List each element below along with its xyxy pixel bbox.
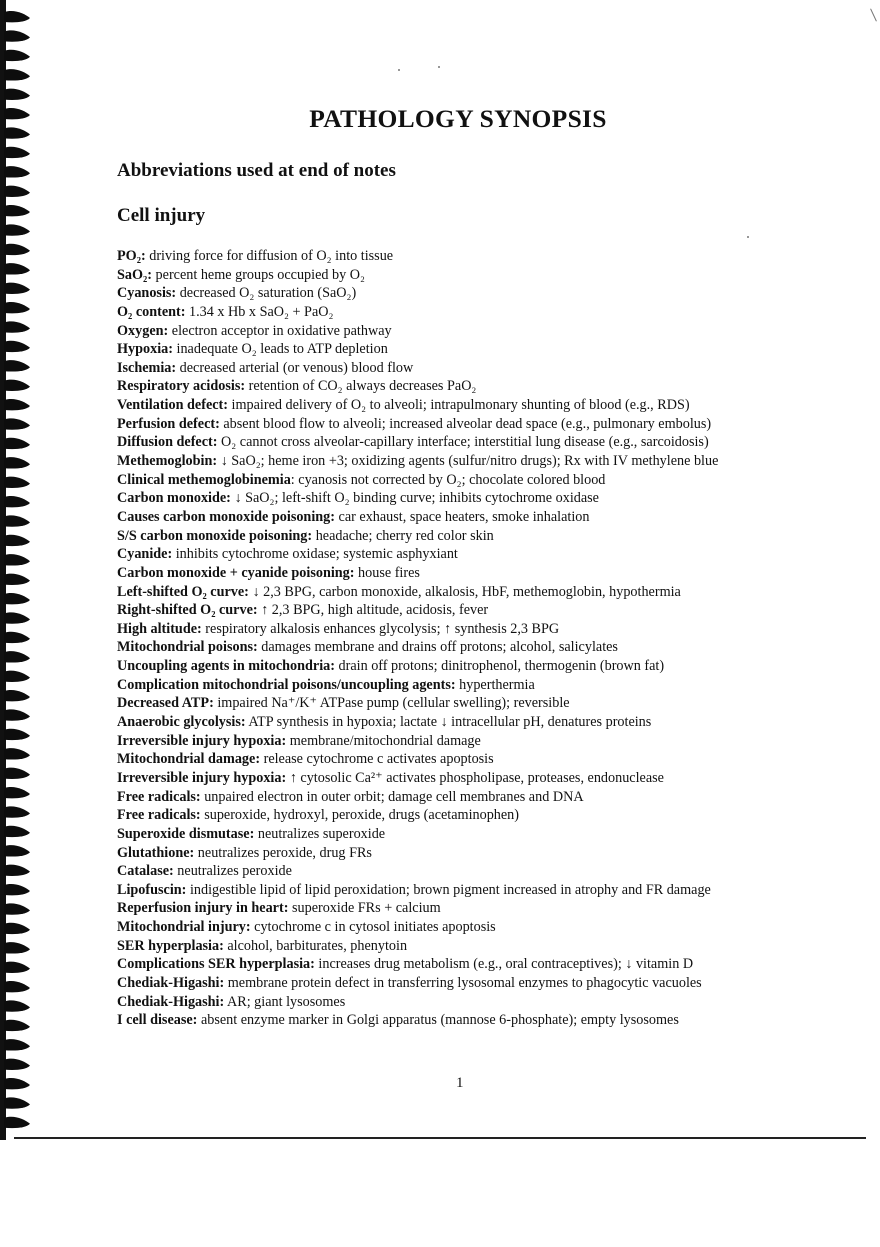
note-term: Catalase:	[117, 863, 174, 880]
note-term: Lipofuscin:	[117, 881, 187, 898]
binding-coil	[4, 671, 30, 682]
note-text: membrane/mitochondrial damage	[286, 732, 481, 749]
note-term: SaO₂:	[117, 266, 152, 283]
note-text: absent blood flow to alveoli; increased alveolar dead space (e.g., pulmonary embolus)	[219, 415, 712, 432]
note-line	[117, 638, 837, 657]
note-text: increases drug metabolism (e.g., oral contraceptives); ↓ vitamin D	[314, 956, 694, 973]
section-heading-abbreviations: Abbreviations used at end of notes	[117, 160, 396, 181]
binding-coil	[4, 147, 30, 158]
note-line	[117, 862, 837, 881]
note-line	[117, 452, 837, 471]
note-term: Clinical methemoglobinemia	[117, 471, 291, 488]
binding-coil	[4, 360, 30, 371]
note-text: impaired Na⁺/K⁺ ATPase pump (cellular swelling); reversible	[213, 695, 570, 712]
binding-coil	[4, 244, 30, 255]
note-line	[117, 508, 837, 527]
note-line	[117, 825, 837, 844]
binding-coil	[4, 1000, 30, 1011]
binding-coil	[4, 263, 30, 274]
scan-speck	[438, 66, 440, 68]
note-text: : cyanosis not corrected by O₂; chocolate colored blood	[290, 471, 606, 488]
note-term: Respiratory acidosis:	[117, 378, 246, 395]
binding-coil	[4, 574, 30, 585]
binding-coil	[4, 632, 30, 643]
binding-coil	[4, 1020, 30, 1031]
note-line	[117, 974, 837, 993]
note-term: Anaerobic glycolysis:	[117, 714, 246, 731]
note-line	[117, 676, 837, 695]
note-term: Mitochondrial poisons:	[117, 639, 258, 656]
note-text: impaired delivery of O₂ to alveoli; intrapulmonary shunting of blood (e.g., RDS)	[227, 397, 690, 414]
scan-speck	[747, 236, 749, 238]
binding-coil	[4, 496, 30, 507]
note-text: release cytochrome c activates apoptosis	[260, 751, 494, 768]
note-line	[117, 993, 837, 1012]
binding-coil	[4, 593, 30, 604]
binding-coil	[4, 399, 30, 410]
note-line	[117, 732, 837, 751]
binding-coil	[4, 981, 30, 992]
note-line	[117, 359, 837, 378]
note-term: Complication mitochondrial poisons/uncoupling agents:	[117, 676, 456, 693]
binding-coil	[4, 535, 30, 546]
binding-coil	[4, 729, 30, 740]
binding-coil	[4, 224, 30, 235]
binding-coil	[4, 89, 30, 100]
binding-coil	[4, 962, 30, 973]
note-text: driving force for diffusion of O₂ into tissue	[145, 248, 394, 264]
note-line	[117, 657, 837, 676]
binding-coil	[4, 457, 30, 468]
note-line	[117, 396, 837, 415]
binding-coil	[4, 787, 30, 798]
note-term: Perfusion defect:	[117, 415, 220, 432]
binding-coil	[4, 418, 30, 429]
note-line	[117, 471, 837, 490]
note-line	[117, 620, 837, 639]
note-text: indigestible lipid of lipid peroxidation; brown pigment increased in atrophy and FR damage	[186, 881, 711, 898]
notes-list	[117, 247, 837, 1030]
section-heading-cell-injury: Cell injury	[117, 205, 206, 226]
note-text: cytochrome c in cytosol initiates apoptosis	[250, 919, 496, 936]
binding-coil	[4, 1059, 30, 1070]
note-term: High altitude:	[117, 620, 202, 637]
note-text: unpaired electron in outer orbit; damage cell membranes and DNA	[200, 788, 584, 805]
note-term: I cell disease:	[117, 1012, 198, 1029]
note-line	[117, 1011, 837, 1030]
binding-coil	[4, 283, 30, 294]
scan-speck	[398, 69, 400, 71]
note-line	[117, 937, 837, 956]
binding-coil	[4, 1097, 30, 1108]
binding-coil	[4, 11, 30, 22]
note-line	[117, 769, 837, 788]
binding-coil	[4, 166, 30, 177]
note-term: Carbon monoxide + cyanide poisoning:	[117, 564, 355, 581]
binding-coil	[4, 709, 30, 720]
scan-mark	[870, 8, 877, 21]
binding-coil	[4, 69, 30, 80]
note-line	[117, 601, 837, 620]
note-text: neutralizes superoxide	[254, 825, 386, 842]
note-line	[117, 322, 837, 341]
note-line	[117, 489, 837, 508]
note-term: Ventilation defect:	[117, 397, 228, 414]
binding-coil	[4, 942, 30, 953]
note-term: Ischemia:	[117, 359, 177, 376]
binding-coil	[4, 515, 30, 526]
note-line	[117, 415, 837, 434]
binding-coil	[4, 30, 30, 41]
binding-coil	[4, 806, 30, 817]
spiral-binding	[0, 0, 40, 1140]
note-term: Complications SER hyperplasia:	[117, 956, 315, 973]
note-text: ATP synthesis in hypoxia; lactate ↓ intracellular pH, denatures proteins	[245, 714, 652, 731]
binding-coil	[4, 205, 30, 216]
note-term: Chediak-Higashi:	[117, 993, 225, 1010]
page-bottom-edge	[14, 1137, 866, 1139]
note-text: headache; cherry red color skin	[312, 527, 494, 544]
binding-coil	[4, 438, 30, 449]
binding-coil	[4, 826, 30, 837]
note-line	[117, 955, 837, 974]
note-line	[117, 247, 837, 266]
binding-coil	[4, 321, 30, 332]
note-text: 1.34 x Hb x SaO₂ + PaO₂	[185, 303, 334, 320]
note-text: ↑ 2,3 BPG, high altitude, acidosis, fever	[257, 602, 489, 619]
note-term: O₂ content:	[117, 303, 186, 320]
note-term: Mitochondrial damage:	[117, 751, 261, 768]
note-text: ↑ cytosolic Ca²⁺ activates phospholipase, proteases, endonuclease	[286, 769, 664, 786]
note-line	[117, 750, 837, 769]
note-term: Hypoxia:	[117, 341, 173, 358]
binding-coil	[4, 865, 30, 876]
note-text: inhibits cytochrome oxidase; systemic asphyxiant	[172, 546, 458, 563]
note-line	[117, 527, 837, 546]
note-text: ↓ SaO₂; left-shift O₂ binding curve; inhibits cytochrome oxidase	[230, 490, 599, 507]
note-text: superoxide FRs + calcium	[288, 900, 441, 917]
note-line	[117, 340, 837, 359]
note-term: Superoxide dismutase:	[117, 825, 255, 842]
note-term: Glutathione:	[117, 844, 195, 861]
note-line	[117, 583, 837, 602]
binding-coil	[4, 1039, 30, 1050]
note-text: percent heme groups occupied by O₂	[152, 266, 365, 283]
note-text: decreased O₂ saturation (SaO₂)	[176, 285, 357, 302]
binding-coil	[4, 186, 30, 197]
binding-coil	[4, 651, 30, 662]
note-text: decreased arterial (or venous) blood flow	[176, 359, 414, 376]
note-text: alcohol, barbiturates, phenytoin	[223, 937, 408, 954]
note-text: respiratory alkalosis enhances glycolysis; ↑ synthesis 2,3 BPG	[201, 620, 560, 637]
note-text: superoxide, hydroxyl, peroxide, drugs (acetaminophen)	[200, 807, 519, 824]
note-term: Oxygen:	[117, 322, 169, 339]
note-line	[117, 806, 837, 825]
page-number: 1	[456, 1075, 464, 1091]
note-term: Causes carbon monoxide poisoning:	[117, 508, 335, 525]
note-term: Left-shifted O₂ curve:	[117, 583, 249, 600]
binding-coil	[4, 1117, 30, 1128]
note-text: house fires	[354, 564, 420, 581]
binding-coil	[4, 341, 30, 352]
binding-coil	[4, 923, 30, 934]
note-term: Mitochondrial injury:	[117, 919, 251, 936]
note-text: absent enzyme marker in Golgi apparatus (mannose 6-phosphate); empty lysosomes	[197, 1012, 679, 1029]
note-term: Uncoupling agents in mitochondria:	[117, 658, 335, 675]
note-term: Carbon monoxide:	[117, 490, 231, 507]
note-term: Irreversible injury hypoxia:	[117, 769, 287, 786]
note-term: Cyanide:	[117, 546, 173, 563]
note-term: Methemoglobin:	[117, 453, 218, 470]
binding-coil	[4, 845, 30, 856]
binding-coil	[4, 477, 30, 488]
note-text: O₂ cannot cross alveolar-capillary interface; interstitial lung disease (e.g., sarcoidosis)	[217, 434, 709, 451]
note-line	[117, 545, 837, 564]
binding-coil	[4, 302, 30, 313]
note-term: Free radicals:	[117, 788, 201, 805]
note-text: ↓ SaO₂; heme iron +3; oxidizing agents (sulfur/nitro drugs); Rx with IV methylene blue	[217, 453, 719, 470]
note-text: retention of CO₂ always decreases PaO₂	[245, 378, 477, 395]
note-text: inadequate O₂ leads to ATP depletion	[172, 341, 388, 358]
binding-coil	[4, 884, 30, 895]
note-term: Reperfusion injury in heart:	[117, 900, 289, 917]
note-line	[117, 694, 837, 713]
note-line	[117, 303, 837, 322]
note-line	[117, 266, 837, 285]
note-text: drain off protons; dinitrophenol, thermogenin (brown fat)	[334, 658, 665, 675]
binding-coil	[4, 903, 30, 914]
note-line	[117, 713, 837, 732]
binding-coil	[4, 1078, 30, 1089]
note-line	[117, 377, 837, 396]
note-line	[117, 284, 837, 303]
binding-coil	[4, 768, 30, 779]
note-line	[117, 433, 837, 452]
binding-coil	[4, 748, 30, 759]
note-text: neutralizes peroxide, drug FRs	[194, 844, 372, 861]
binding-coil	[4, 50, 30, 61]
note-term: Decreased ATP:	[117, 695, 214, 712]
note-term: Right-shifted O₂ curve:	[117, 602, 258, 619]
note-text: damages membrane and drains off protons; alcohol, salicylates	[257, 639, 618, 656]
note-text: car exhaust, space heaters, smoke inhalation	[334, 508, 590, 525]
note-term: SER hyperplasia:	[117, 937, 224, 954]
note-term: Irreversible injury hypoxia:	[117, 732, 287, 749]
note-text: ↓ 2,3 BPG, carbon monoxide, alkalosis, HbF, methemoglobin, hypothermia	[248, 583, 681, 600]
note-line	[117, 788, 837, 807]
binding-coil	[4, 554, 30, 565]
note-term: Free radicals:	[117, 807, 201, 824]
note-text: hyperthermia	[455, 676, 535, 693]
note-line	[117, 918, 837, 937]
note-line	[117, 844, 837, 863]
note-line	[117, 881, 837, 900]
note-term: Diffusion defect:	[117, 434, 218, 451]
binding-coil	[4, 612, 30, 623]
note-text: membrane protein defect in transferring lysosomal enzymes to phagocytic vacuoles	[224, 974, 702, 991]
note-text: electron acceptor in oxidative pathway	[168, 322, 392, 339]
binding-coil	[4, 690, 30, 701]
note-term: Cyanosis:	[117, 285, 177, 302]
note-term: Chediak-Higashi:	[117, 974, 225, 991]
note-term: S/S carbon monoxide poisoning:	[117, 527, 313, 544]
page-title: PATHOLOGY SYNOPSIS	[309, 104, 607, 133]
note-term: PO₂:	[117, 248, 146, 264]
note-line	[117, 564, 837, 583]
binding-coil	[4, 380, 30, 391]
note-line	[117, 899, 837, 918]
note-text: neutralizes peroxide	[173, 863, 292, 880]
note-text: AR; giant lysosomes	[224, 993, 346, 1010]
